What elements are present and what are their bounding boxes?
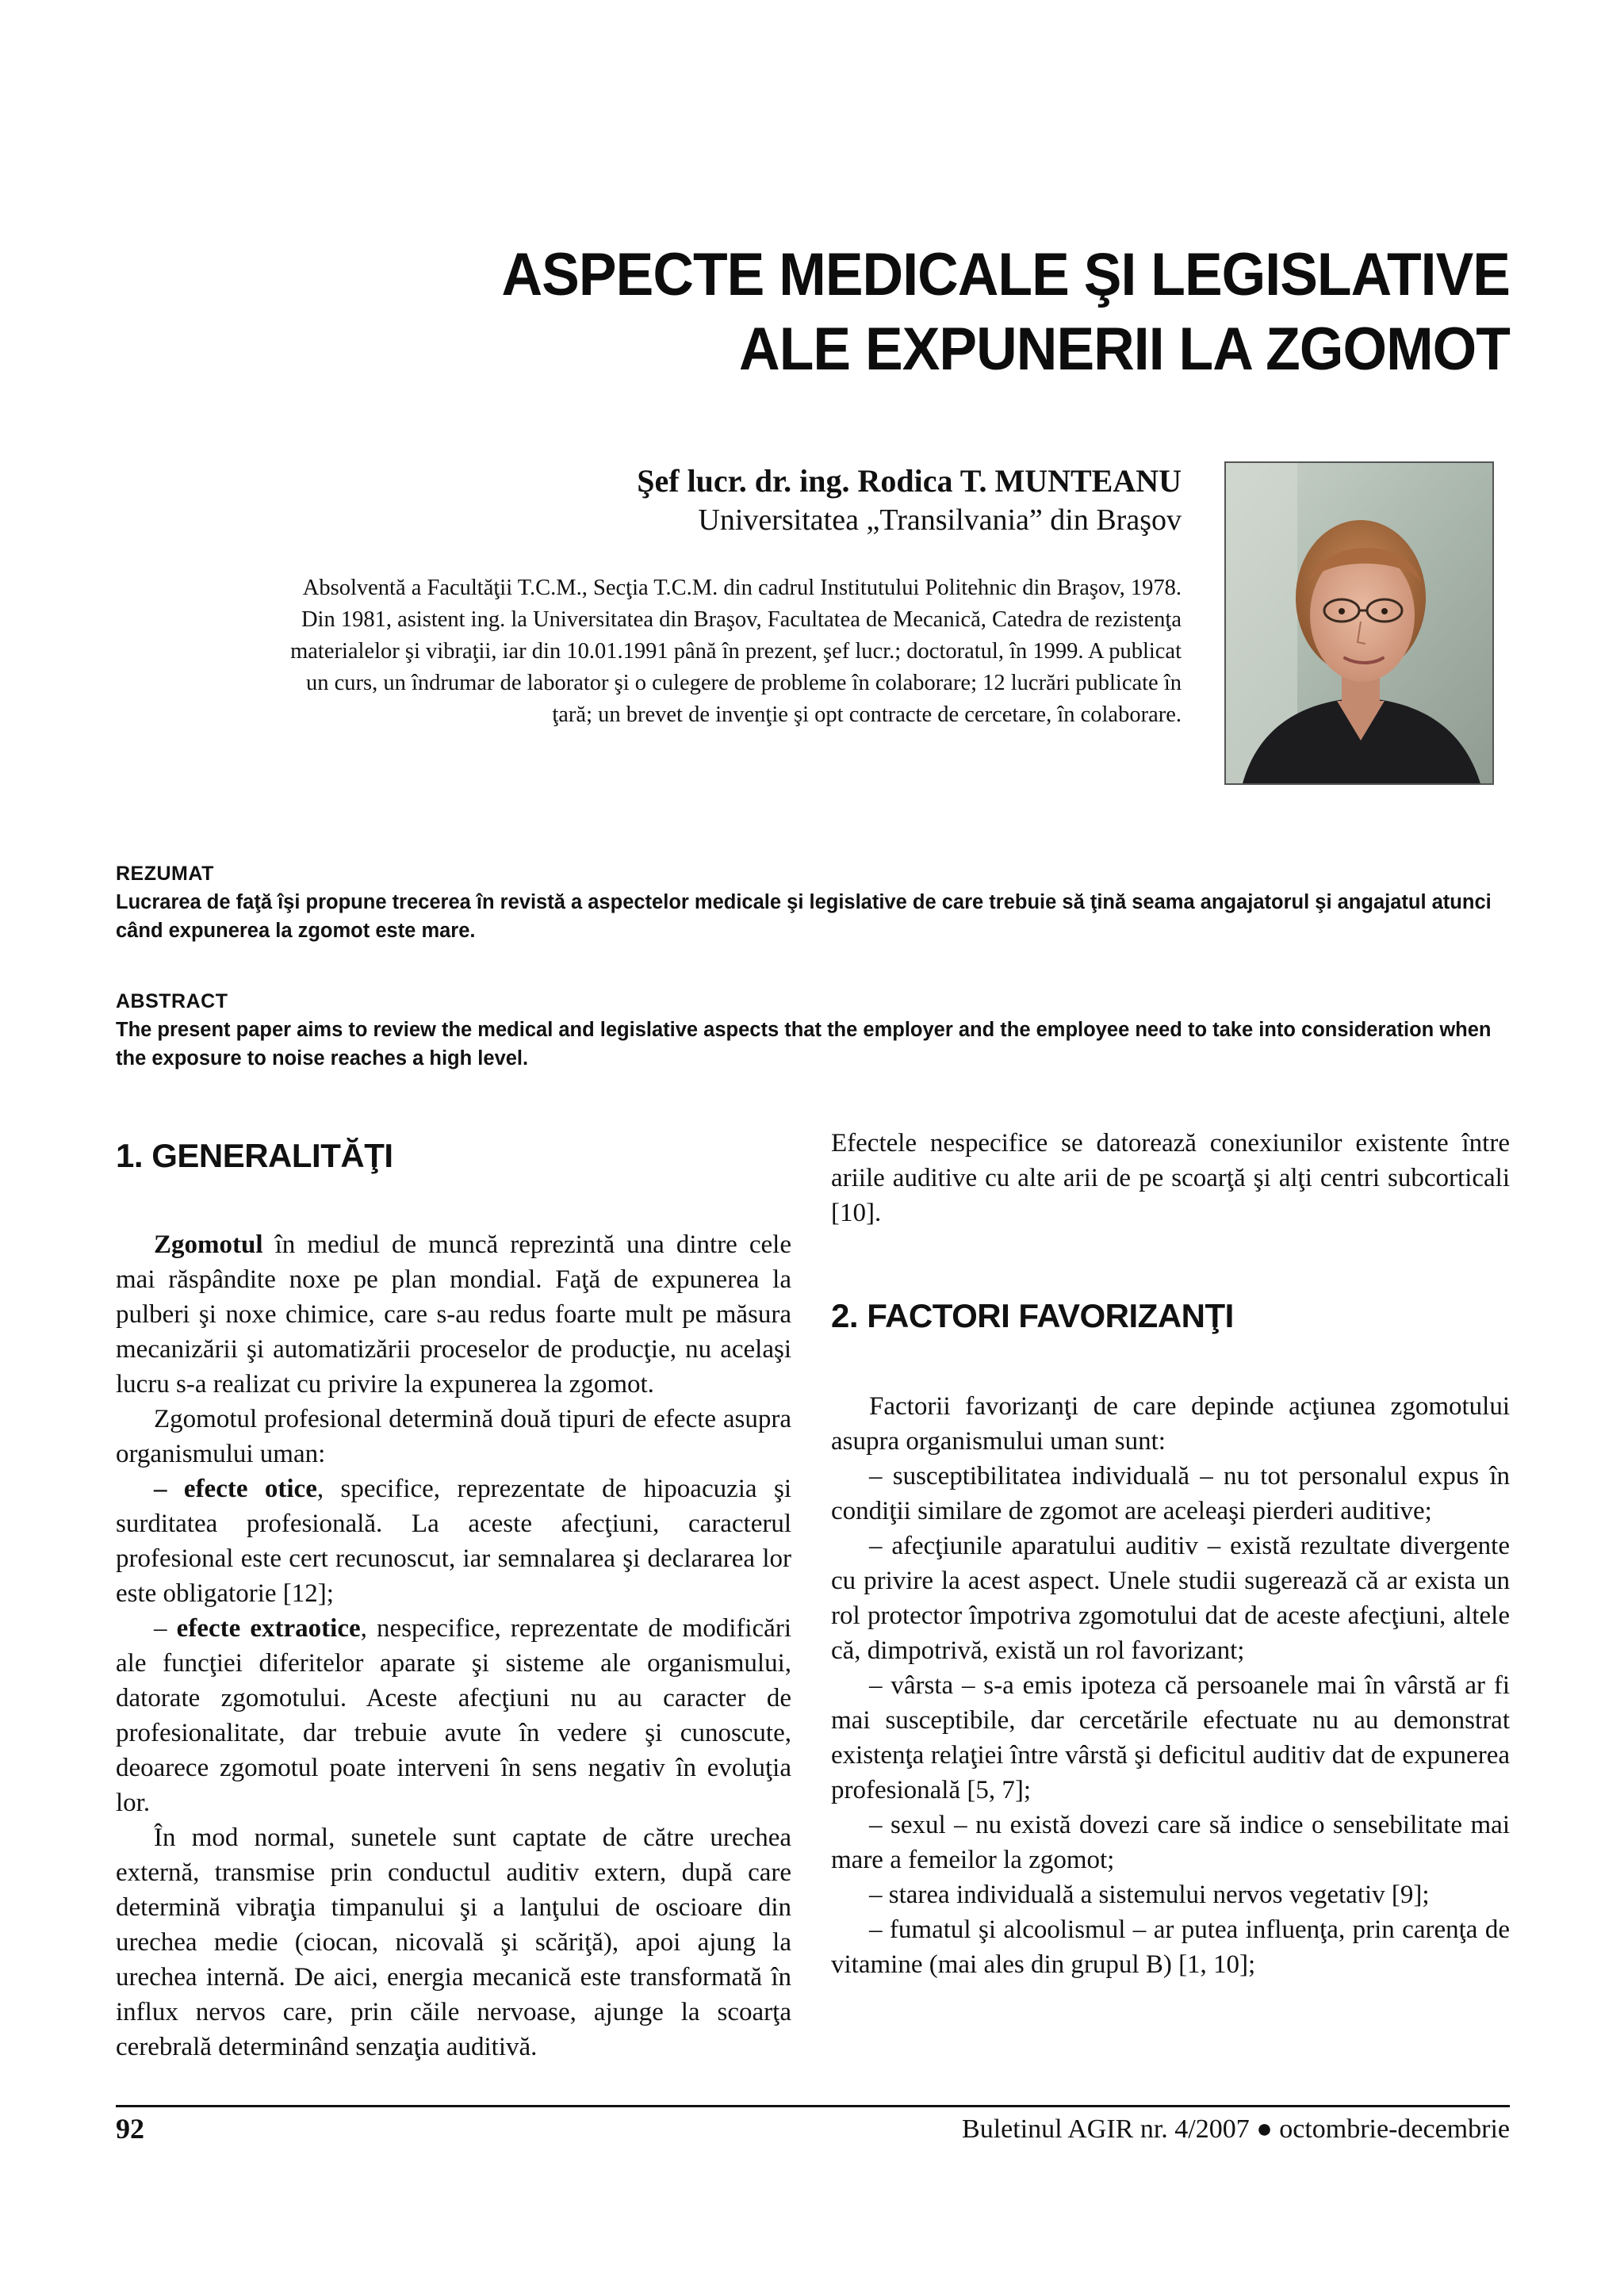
page-number: 92 <box>116 2113 144 2145</box>
footer-rule <box>116 2105 1510 2107</box>
right-column-continuation <box>831 1126 1510 1230</box>
author-affiliation: Universitatea „Transilvania” din Braşov <box>698 503 1182 537</box>
abstract-heading: ABSTRACT <box>116 990 228 1012</box>
rezumat-text: Lucrarea de faţă îşi propune trecerea în revistă a aspectelor medicale şi legislative de care trebuie să ţină seama angajatorul şi angajatul atunci când expunerea la zgomot este mare. <box>116 891 1492 942</box>
list-item: – vârsta – s-a emis ipoteza că persoanele mai în vârstă ar fi mai susceptibile, dar cercetările efectuate nu au demonstrat existenţa relaţiei între vârstă şi deficitul auditiv dat de expunerea profesională [5, 7]; <box>831 1671 1510 1804</box>
paragraph <box>116 1227 791 1402</box>
list-item: – sexul – nu există dovezi care să indice o sensebilitate mai mare a femeilor la zgomot; <box>831 1811 1510 1874</box>
paragraph-text: în mediul de muncă reprezintă una dintre cele mai răspândite noxe pe plan mondial. Faţă de expunerea la pulberi şi noxe chimice, care s-au redus foarte mult pe măsura mecanizării şi automatizării proceselor de producţie, nu acelaşi lucru s-a realizat cu privire la expunerea la zgomot. <box>116 1230 791 1399</box>
list-item: – afecţiunile aparatului auditiv – există rezultate divergente cu privire la acest aspect. Unele studii sugerează că ar exista un rol protector împotriva zgomotului dat de aceste afecţiuni, altele că, dimpotrivă, există un rol favorizant; <box>831 1532 1510 1665</box>
abstract-text: The present paper aims to review the medical and legislative aspects that the employer and the employee need to take into consideration when the exposure to noise reaches a high level. <box>116 1019 1492 1070</box>
left-column <box>116 1227 791 2064</box>
list-item: – fumatul şi alcoolismul – ar putea influenţa, prin carenţa de vitamine (mai ales din grupul B) [1, 10]; <box>831 1915 1510 1979</box>
author-name: Şef lucr. dr. ing. Rodica T. MUNTEANU <box>637 463 1182 499</box>
abstract-section <box>116 987 1510 1073</box>
bio-line: materialelor şi vibraţii, iar din 10.01.1991 până în prezent, şef lucr.; doctoratul, în 1999. A publicat <box>290 639 1182 664</box>
bold-term: efecte extraotice <box>176 1614 361 1643</box>
bold-term: – efecte otice <box>154 1475 317 1503</box>
section-1-heading: 1. GENERALITĂŢI <box>116 1137 393 1174</box>
rezumat-section <box>116 859 1510 945</box>
dash: – <box>154 1614 177 1643</box>
paragraph: În mod normal, sunetele sunt captate de către urechea externă, transmise prin conductul auditiv extern, după care determină vibraţia timpanului şi a lanţului de oscioare din urechea medie (ciocan, nicovală şi scăriţă), apoi ajung la urechea internă. De aici, energia mecanică este transformată în influx nervos care, prin căile nervoase, ajunge la scoarţa cerebrală determinând senzaţia auditivă. <box>116 1823 791 2061</box>
list-item: – susceptibilitatea individuală – nu tot personalul expus în condiţii similare de zgomot are aceleaşi pierderi auditive; <box>831 1462 1510 1525</box>
bio-line: Absolventă a Facultăţii T.C.M., Secţia T.C.M. din cadrul Institutului Politehnic din Braşov, 1978. <box>302 576 1182 600</box>
bio-line: ţară; un brevet de invenţie şi opt contracte de cercetare, în colaborare. <box>552 702 1182 727</box>
paragraph: Factorii favorizanţi de care depinde acţiunea zgomotului asupra organismului uman sunt: <box>831 1392 1510 1456</box>
section-2-heading: 2. FACTORI FAVORIZANŢI <box>831 1297 1234 1334</box>
right-column-body <box>831 1389 1510 1982</box>
author-photo <box>1224 461 1494 785</box>
list-item: – starea individuală a sistemului nervos vegetativ [9]; <box>869 1881 1430 1909</box>
paragraph: Zgomotul profesional determină două tipuri de efecte asupra organismului uman: <box>116 1405 791 1468</box>
journal-info: Buletinul AGIR nr. 4/2007 ● octombrie-decembrie <box>962 2114 1510 2144</box>
author-bio <box>159 572 1182 731</box>
paragraph <box>116 1611 791 1820</box>
paragraph-text: , nespecifice, reprezentate de modificări ale funcţiei diferitelor aparate şi sisteme ale organismului, datorate zgomotului. Aceste afecţiuni nu au caracter de profesionalitate, dar trebuie avute în vedere şi cunoscute, deoarece zgomotul poate interveni în sens negativ în evoluţia lor. <box>116 1614 791 1817</box>
bio-line: Din 1981, asistent ing. la Universitatea din Braşov, Facultatea de Mecanică, Catedra de rezistenţa <box>301 607 1182 632</box>
title-line-2: ALE EXPUNERII LA ZGOMOT <box>739 316 1510 383</box>
paragraph-text: , specifice, reprezentate de hipoacuzia şi surditatea profesională. La aceste afecţiuni, caracterul profesional este cert recunoscut, iar semnalarea şi declararea lor este obligatorie [12]; <box>116 1475 791 1608</box>
bio-line: un curs, un îndrumar de laborator şi o culegere de probleme în colaborare; 12 lucrări publicate în <box>306 671 1182 695</box>
author-block <box>159 461 1182 539</box>
rezumat-heading: REZUMAT <box>116 863 214 885</box>
title-line-1: ASPECTE MEDICALE ŞI LEGISLATIVE <box>501 241 1510 308</box>
article-title <box>195 238 1510 387</box>
paragraph: Efectele nespecifice se datorează conexiunilor existente între ariile auditive cu alte arii de pe scoarţă şi alţi centri subcorticali [10]. <box>831 1129 1510 1227</box>
bold-term: Zgomotul <box>154 1230 263 1259</box>
paragraph <box>116 1471 791 1611</box>
